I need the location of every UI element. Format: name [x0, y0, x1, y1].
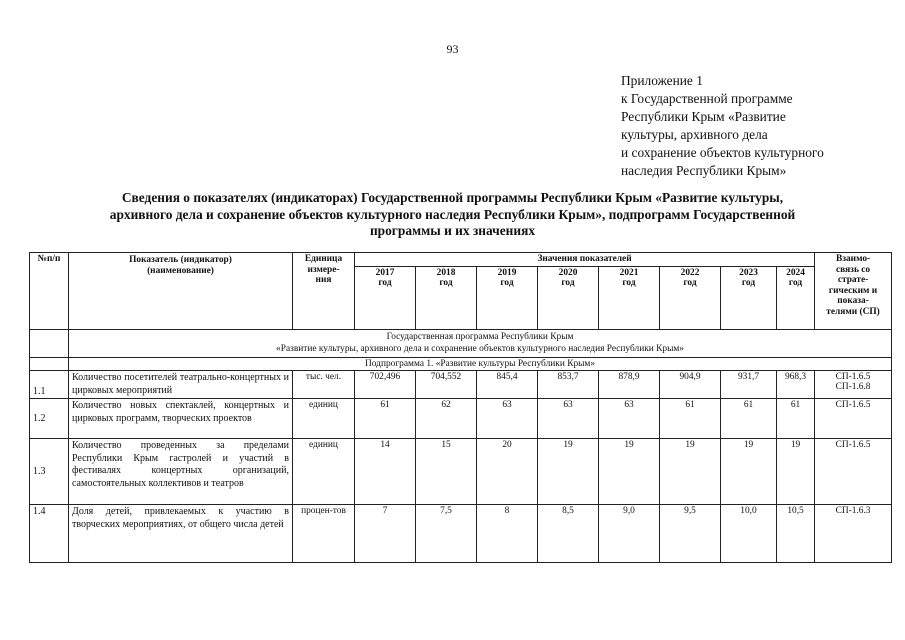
appendix-line: наследия Республики Крым» — [621, 163, 787, 178]
section-line: «Развитие культуры, архивного дела и сохранение объектов культурного наследия Республики Крым» — [276, 343, 684, 354]
year-2020: 2020 год — [538, 266, 599, 330]
year-2019: 2019 год — [477, 266, 538, 330]
value-2019: 63 — [477, 399, 538, 439]
value-2023: 10,0 — [721, 505, 777, 563]
appendix-note — [621, 72, 824, 180]
document-title — [40, 190, 865, 240]
section-title — [69, 330, 892, 358]
value-2018: 7,5 — [416, 505, 477, 563]
row-indicator: Количество посетителей театрально-концертных и цирковых мероприятий — [69, 371, 293, 399]
appendix-line: культуры, архивного дела — [621, 127, 768, 142]
year-2017: 2017 год — [355, 266, 416, 330]
value-2021: 9,0 — [599, 505, 660, 563]
row-num: 1.3 — [30, 439, 69, 505]
subprogram-row — [30, 358, 892, 371]
title-line: Сведения о показателях (индикаторах) Государственной программы Республики Крым «Развитие культуры, — [121, 190, 784, 205]
value-2017: 14 — [355, 439, 416, 505]
section-line: Государственная программа Республики Крым — [386, 332, 574, 342]
appendix-line: Приложение 1 — [621, 73, 703, 88]
appendix-line: Республики Крым «Развитие — [621, 109, 786, 124]
table-row — [30, 505, 892, 563]
appendix-line: к Государственной программе — [621, 91, 793, 106]
title-line: архивного дела и сохранение объектов культурного наследия Республики Крым», подпрограмм Государственной — [109, 206, 796, 222]
value-2022: 19 — [660, 439, 721, 505]
indicators-table — [29, 252, 892, 563]
row-indicator: Количество проведенных за пределами Республики Крым гастролей и участий в фестивалях концертных организаций, самостоятельных коллективов и театров — [69, 439, 293, 505]
row-indicator: Доля детей, привлекаемых к участию в творческих мероприятиях, от общего числа детей — [69, 505, 293, 563]
value-2024: 61 — [777, 399, 815, 439]
table-row — [30, 371, 892, 399]
value-2022: 9,5 — [660, 505, 721, 563]
header-indicator: Показатель (индикатор) (наименование) — [69, 253, 293, 330]
row-unit: процен-тов — [293, 505, 355, 563]
header-unit: Единица измере-ния — [293, 253, 355, 330]
value-2018: 62 — [416, 399, 477, 439]
value-2022: 61 — [660, 399, 721, 439]
value-2023: 931,7 — [721, 371, 777, 399]
value-2018: 704,552 — [416, 371, 477, 399]
value-2021: 19 — [599, 439, 660, 505]
value-2020: 853,7 — [538, 371, 599, 399]
row-link: СП-1.6.5 — [815, 399, 892, 439]
page-number: 93 — [446, 42, 459, 56]
row-link: СП-1.6.3 — [815, 505, 892, 563]
title-line: программы и их значениях — [369, 223, 536, 238]
value-2017: 702,496 — [355, 371, 416, 399]
value-2017: 7 — [355, 505, 416, 563]
row-link: СП-1.6.5 — [815, 439, 892, 505]
value-2019: 845,4 — [477, 371, 538, 399]
year-2023: 2023 год — [721, 266, 777, 330]
year-2018: 2018 год — [416, 266, 477, 330]
row-link: СП-1.6.5 СП-1.6.8 — [815, 371, 892, 399]
header-link: Взаимо-связь со страте-гическим и показа-телями (СП) — [815, 253, 892, 330]
value-2024: 968,3 — [777, 371, 815, 399]
header-num: №п/п — [30, 253, 69, 330]
value-2017: 61 — [355, 399, 416, 439]
row-unit: единиц — [293, 439, 355, 505]
value-2022: 904,9 — [660, 371, 721, 399]
year-2024: 2024 год — [777, 266, 815, 330]
row-unit: единиц — [293, 399, 355, 439]
value-2021: 878,9 — [599, 371, 660, 399]
value-2024: 10,5 — [777, 505, 815, 563]
row-unit: тыс. чел. — [293, 371, 355, 399]
table-row — [30, 439, 892, 505]
value-2023: 61 — [721, 399, 777, 439]
value-2020: 63 — [538, 399, 599, 439]
row-indicator: Количество новых спектаклей, концертных и цирковых программ, творческих проектов — [69, 399, 293, 439]
year-2021: 2021 год — [599, 266, 660, 330]
section-row — [30, 330, 892, 358]
row-num: 1.2 — [30, 399, 69, 439]
value-2024: 19 — [777, 439, 815, 505]
value-2018: 15 — [416, 439, 477, 505]
subprogram-num-cell — [30, 358, 69, 371]
year-2022: 2022 год — [660, 266, 721, 330]
header-values: Значения показателей — [355, 253, 815, 267]
value-2020: 8,5 — [538, 505, 599, 563]
value-2023: 19 — [721, 439, 777, 505]
value-2019: 8 — [477, 505, 538, 563]
section-num-cell — [30, 330, 69, 358]
row-num: 1.4 — [30, 505, 69, 563]
header-row — [30, 253, 892, 267]
value-2019: 20 — [477, 439, 538, 505]
appendix-line: и сохранение объектов культурного — [621, 145, 824, 160]
value-2021: 63 — [599, 399, 660, 439]
table-row — [30, 399, 892, 439]
row-num: 1.1 — [30, 371, 69, 399]
value-2020: 19 — [538, 439, 599, 505]
subprogram-title: Подпрограмма 1. «Развитие культуры Республики Крым» — [69, 358, 892, 371]
